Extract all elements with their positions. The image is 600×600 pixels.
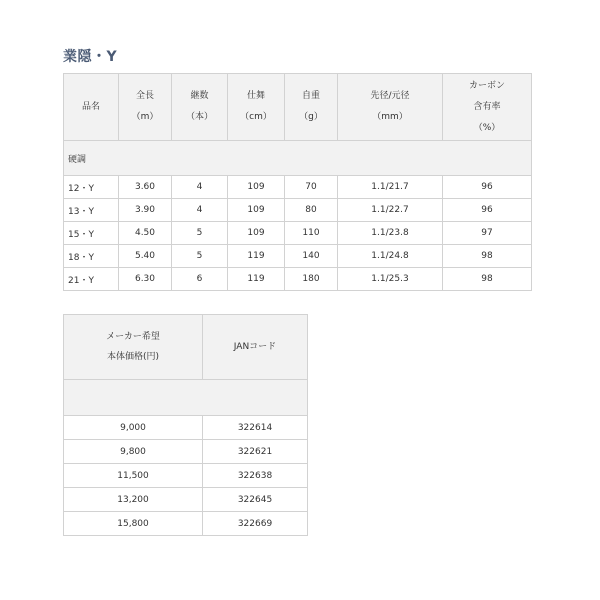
table-cell: [338, 199, 443, 222]
page-title: 業隠・Y: [63, 49, 118, 65]
spec-header-cell-text: カーボン: [468, 80, 505, 91]
price-header-cell-text: JANコード: [233, 342, 277, 352]
table-cell-text: 109: [247, 182, 265, 192]
table-cell: [119, 222, 172, 245]
table-row: [64, 416, 308, 440]
price-header-row: [64, 315, 308, 380]
table-cell-text: 1.1/23.8: [371, 228, 409, 238]
table-cell-text: 5: [196, 228, 203, 238]
table-cell: [119, 245, 172, 268]
blank-cell: [64, 380, 308, 416]
table-cell: [443, 268, 532, 291]
table-cell: [172, 176, 228, 199]
table-cell-text: 110: [302, 228, 320, 238]
spec-header-cell: [172, 74, 228, 141]
table-cell: [228, 199, 285, 222]
table-cell-text: 4: [196, 205, 203, 215]
jan-code-cell-text: 322645: [237, 494, 273, 505]
price-cell-text: 15,800: [117, 518, 149, 529]
table-cell: [172, 222, 228, 245]
table-cell: [172, 268, 228, 291]
table-row: [64, 440, 308, 464]
jan-code-cell: [203, 512, 308, 536]
spec-header-cell: [285, 74, 338, 141]
price-blank-row: [64, 380, 308, 416]
spec-table: [63, 73, 532, 291]
table-row: [64, 464, 308, 488]
jan-code-cell-text: 322669: [237, 518, 273, 529]
spec-header-cell-text: 自重: [301, 91, 320, 101]
jan-code-cell-text: 322638: [237, 470, 273, 481]
table-cell: [285, 245, 338, 268]
product-name-cell-text: 12・Y: [68, 183, 94, 194]
product-name-cell: [64, 245, 119, 268]
table-cell-text: 6: [196, 274, 203, 284]
jan-code-cell: [203, 440, 308, 464]
table-cell-text: 109: [247, 205, 265, 215]
table-cell: [228, 176, 285, 199]
jan-code-cell-text: 322621: [237, 446, 273, 457]
table-cell-text: 98: [481, 274, 493, 284]
table-cell: [285, 222, 338, 245]
price-cell-text: 13,200: [117, 494, 149, 505]
table-cell: [443, 245, 532, 268]
table-cell-text: 140: [302, 251, 320, 261]
price-cell-text: 9,800: [120, 446, 146, 457]
table-row: [64, 199, 532, 222]
table-cell-text: 1.1/25.3: [371, 274, 409, 284]
spec-header-cell-text: 仕舞: [246, 91, 265, 101]
jan-code-cell: [203, 464, 308, 488]
table-cell: [338, 268, 443, 291]
product-name-cell-text: 21・Y: [68, 275, 94, 286]
table-cell: [443, 176, 532, 199]
spec-header-cell: [64, 74, 119, 141]
table-cell-text: 119: [247, 251, 265, 261]
table-cell-text: 109: [247, 228, 265, 238]
table-cell: [285, 199, 338, 222]
spec-header-cell-text: （%）: [473, 122, 501, 133]
table-row: [64, 176, 532, 199]
price-cell: [64, 416, 203, 440]
spec-header-cell: [338, 74, 443, 141]
table-cell: [228, 222, 285, 245]
price-cell-text: 9,000: [120, 422, 146, 433]
spec-group-row: [64, 141, 532, 176]
spec-header-cell-text: （g）: [299, 112, 323, 122]
jan-code-cell: [203, 488, 308, 512]
product-name-cell: [64, 176, 119, 199]
table-cell-text: 1.1/22.7: [371, 205, 409, 215]
spec-header-cell-text: 含有率: [473, 101, 501, 112]
product-name-cell-text: 15・Y: [68, 229, 94, 240]
spec-header-cell-text: 継数: [190, 91, 209, 101]
spec-header-row: [64, 74, 532, 141]
table-cell: [285, 268, 338, 291]
table-cell-text: 3.90: [134, 205, 156, 215]
table-cell-text: 80: [305, 205, 317, 215]
price-cell: [64, 440, 203, 464]
spec-header-cell-text: （本）: [185, 112, 213, 122]
table-row: [64, 512, 308, 536]
product-name-cell: [64, 222, 119, 245]
table-cell-text: 96: [481, 205, 493, 215]
product-name-cell-text: 18・Y: [68, 252, 94, 263]
table-cell: [443, 199, 532, 222]
price-header-cell-text: メーカー希望: [106, 332, 160, 342]
table-cell: [338, 176, 443, 199]
jan-code-cell: [203, 416, 308, 440]
table-cell-text: 4: [196, 182, 203, 192]
spec-header-cell: [119, 74, 172, 141]
price-cell: [64, 512, 203, 536]
group-label-text: 硬調: [68, 154, 87, 165]
table-cell-text: 6.30: [134, 274, 156, 284]
price-header-cell-text: 本体価格(円): [106, 352, 160, 362]
table-row: [64, 488, 308, 512]
table-cell-text: 98: [481, 251, 493, 261]
table-cell: [228, 245, 285, 268]
table-cell-text: 4.50: [134, 228, 156, 238]
table-cell-text: 96: [481, 182, 493, 192]
table-cell-text: 5.40: [134, 251, 156, 261]
table-cell: [338, 222, 443, 245]
price-table: [63, 314, 308, 536]
table-cell: [285, 176, 338, 199]
spec-header-cell-text: 品名: [81, 101, 100, 112]
table-cell-text: 1.1/24.8: [371, 251, 409, 261]
spec-header-cell-text: 先径/元径: [370, 91, 410, 101]
spec-header-cell-text: （m）: [131, 112, 159, 122]
spec-header-cell-text: （cm）: [240, 112, 272, 122]
spec-header-cell: [443, 74, 532, 141]
product-name-cell-text: 13・Y: [68, 206, 94, 217]
table-cell: [119, 268, 172, 291]
table-cell: [119, 176, 172, 199]
group-label: [64, 141, 532, 176]
product-name-cell: [64, 268, 119, 291]
table-cell-text: 70: [305, 182, 317, 192]
price-table-body: [64, 315, 308, 536]
price-cell-text: 11,500: [117, 470, 149, 481]
price-header-cell: [64, 315, 203, 380]
table-row: [64, 245, 532, 268]
spec-header-cell-text: （mm）: [372, 112, 408, 122]
table-cell-text: 1.1/21.7: [371, 182, 409, 192]
table-cell: [172, 199, 228, 222]
spec-header-cell-text: 全長: [135, 91, 154, 101]
table-row: [64, 268, 532, 291]
table-cell: [172, 245, 228, 268]
spec-table-body: [64, 74, 532, 291]
table-cell-text: 119: [247, 274, 265, 284]
table-cell: [443, 222, 532, 245]
price-cell: [64, 464, 203, 488]
table-row: [64, 222, 532, 245]
table-cell-text: 180: [302, 274, 320, 284]
table-cell-text: 97: [481, 228, 493, 238]
table-cell-text: 3.60: [134, 182, 156, 192]
product-name-cell: [64, 199, 119, 222]
table-cell: [228, 268, 285, 291]
price-header-cell: [203, 315, 308, 380]
jan-code-cell-text: 322614: [237, 422, 273, 433]
table-cell: [119, 199, 172, 222]
price-cell: [64, 488, 203, 512]
spec-header-cell: [228, 74, 285, 141]
table-cell-text: 5: [196, 251, 203, 261]
table-cell: [338, 245, 443, 268]
